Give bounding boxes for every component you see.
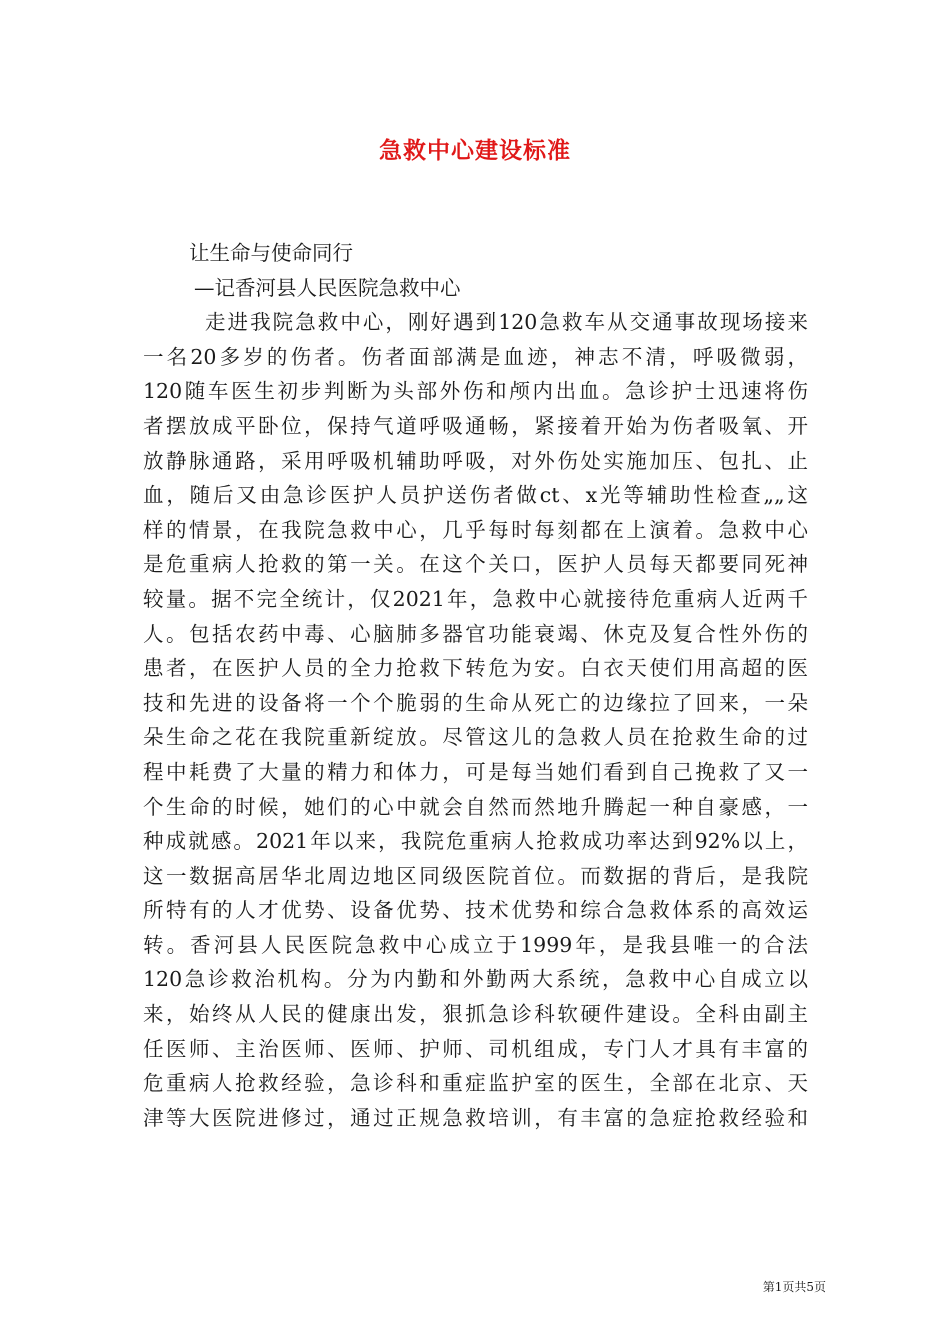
paragraph-line: 所特有的人才优势、设备优势、技术优势和综合急救体系的高效运	[143, 898, 808, 923]
paragraph-line: 种成就感。2021年以来，我院危重病人抢救成功率达到92%以上，	[143, 829, 808, 854]
article-byline: —记香河县人民医院急救中心	[194, 275, 461, 300]
paragraph-line: 样的情景，在我院急救中心，几乎每时每刻都在上演着。急救中心	[143, 517, 808, 542]
paragraph-line: 任医师、主治医师、医师、护师、司机组成，专门人才具有丰富的	[143, 1036, 808, 1061]
paragraph-line: 津等大医院进修过，通过正规急救培训，有丰富的急症抢救经验和	[143, 1105, 808, 1130]
article-body	[143, 236, 808, 1135]
paragraph-line: 是危重病人抢救的第一关。在这个关口，医护人员每天都要同死神	[143, 552, 808, 577]
paragraph-line: 患者，在医护人员的全力抢救下转危为安。白衣天使们用高超的医	[143, 656, 808, 681]
paragraph-line: 技和先进的设备将一个个脆弱的生命从死亡的边缘拉了回来，一朵	[143, 690, 808, 715]
paragraph-line: 转。香河县人民医院急救中心成立于1999年，是我县唯一的合法	[143, 932, 808, 957]
paragraph-line: 较量。据不完全统计，仅2021年，急救中心就接待危重病人近两千	[143, 586, 808, 611]
paragraph-line: 者摆放成平卧位，保持气道呼吸通畅，紧接着开始为伤者吸氧、开	[143, 413, 808, 438]
paragraph-line: 个生命的时候，她们的心中就会自然而然地升腾起一种自豪感，一	[143, 794, 808, 819]
paragraph-line: 走进我院急救中心，刚好遇到120急救车从交通事故现场接来	[205, 310, 808, 335]
paragraph-line: 来，始终从人民的健康出发，狠抓急诊科软硬件建设。全科由副主	[143, 1002, 808, 1027]
paragraph-line: 放静脉通路，采用呼吸机辅助呼吸，对外伤处实施加压、包扎、止	[143, 448, 808, 473]
paragraph-line: 一名20多岁的伤者。伤者面部满是血迹，神志不清，呼吸微弱，	[143, 344, 808, 369]
paragraph-line: 朵生命之花在我院重新绽放。尽管这儿的急救人员在抢救生命的过	[143, 725, 808, 750]
paragraph-line: 这一数据高居华北周边地区同级医院首位。而数据的背后，是我院	[143, 863, 808, 888]
page-number: 第1页共5页	[762, 1280, 826, 1294]
paragraph-line: 血，随后又由急诊医护人员护送伤者做ct、x光等辅助性检查„„这	[143, 483, 808, 508]
paragraph-line: 120急诊救治机构。分为内勤和外勤两大系统，急救中心自成立以	[143, 967, 808, 992]
paragraph-line: 人。包括农药中毒、心脑肺多器官功能衰竭、休克及复合性外伤的	[143, 621, 808, 646]
paragraph-line: 120随车医生初步判断为头部外伤和颅内出血。急诊护士迅速将伤	[143, 379, 808, 404]
paragraph-line: 危重病人抢救经验，急诊科和重症监护室的医生，全部在北京、天	[143, 1071, 808, 1096]
document-title: 急救中心建设标准	[379, 137, 571, 164]
article-subtitle: 让生命与使命同行	[189, 241, 353, 265]
paragraph-line: 程中耗费了大量的精力和体力，可是每当她们看到自己挽救了又一	[143, 759, 808, 784]
